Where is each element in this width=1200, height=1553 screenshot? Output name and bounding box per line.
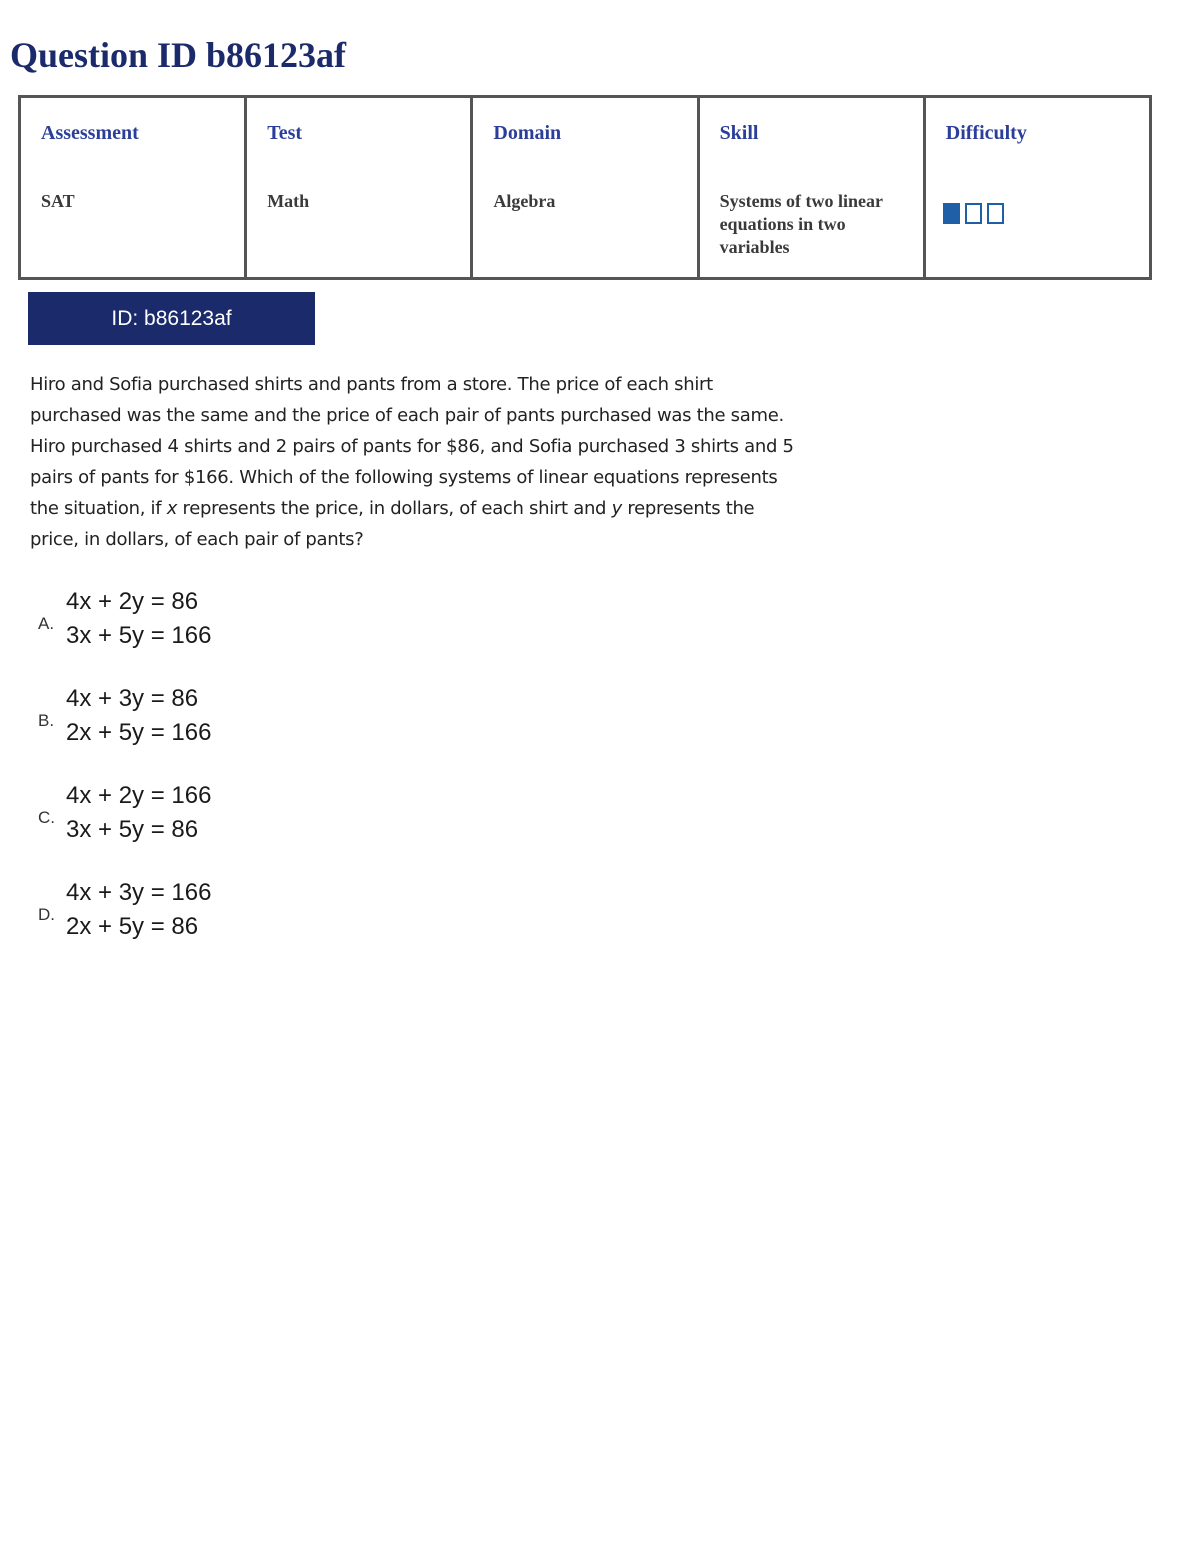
choice-equation-1: 4x + 3y = 166 [66,879,212,906]
choice-letter: B. [38,711,55,730]
domain-value: Algebra [493,191,556,211]
choice-equation-1: 4x + 3y = 86 [66,685,199,712]
page-title: Question ID b86123af [10,35,347,75]
assessment-cell [20,97,246,279]
choice-equation-2: 3x + 5y = 86 [66,816,199,843]
variable-y: y [611,498,622,519]
metadata-row [20,97,1151,279]
question-text-part3: represents the price, in dollars, of each pair of pants? [30,498,755,550]
skill-cell [698,97,924,279]
question-text-part2: represents the price, in dollars, of each shirt and [177,498,612,519]
question-metadata-table [18,95,1152,280]
question-text [30,369,800,555]
difficulty-box-empty [987,203,1004,224]
difficulty-box-empty [965,203,982,224]
skill-heading: Skill [719,122,759,144]
difficulty-cell [924,97,1150,279]
domain-cell [472,97,698,279]
skill-value: Systems of two linear equations in two variables [719,191,883,257]
test-value: Math [267,191,310,211]
choice-letter: C. [38,808,55,827]
test-cell [246,97,472,279]
choice-equation-1: 4x + 2y = 166 [66,782,212,809]
difficulty-heading: Difficulty [945,122,1027,144]
choice-equation-2: 2x + 5y = 166 [66,719,212,746]
choice-letter: D. [38,905,55,924]
difficulty-indicator [943,203,1004,224]
variable-x: x [166,498,178,519]
test-heading: Test [267,122,303,144]
choice-equation-1: 4x + 2y = 86 [66,588,199,615]
question-id-banner: ID: b86123af [28,292,315,345]
domain-heading: Domain [493,122,562,144]
assessment-heading: Assessment [41,122,139,144]
difficulty-box-filled [943,203,960,224]
choice-equation-2: 2x + 5y = 86 [66,913,199,940]
choice-letter: A. [38,614,55,633]
assessment-value: SAT [41,191,75,211]
question-text-part1: Hiro and Sofia purchased shirts and pants from a store. The price of each shirt purchased was the same and the price of each pair of pants purchased was the same. Hiro purchased 4 shirts and 2 pairs of pants for $86, and Sofia purchased 3 shirts and 5 pairs of pants for $166. Which of the following systems of linear equations represents the situation, if [30,374,794,519]
choice-equation-2: 3x + 5y = 166 [66,622,212,649]
